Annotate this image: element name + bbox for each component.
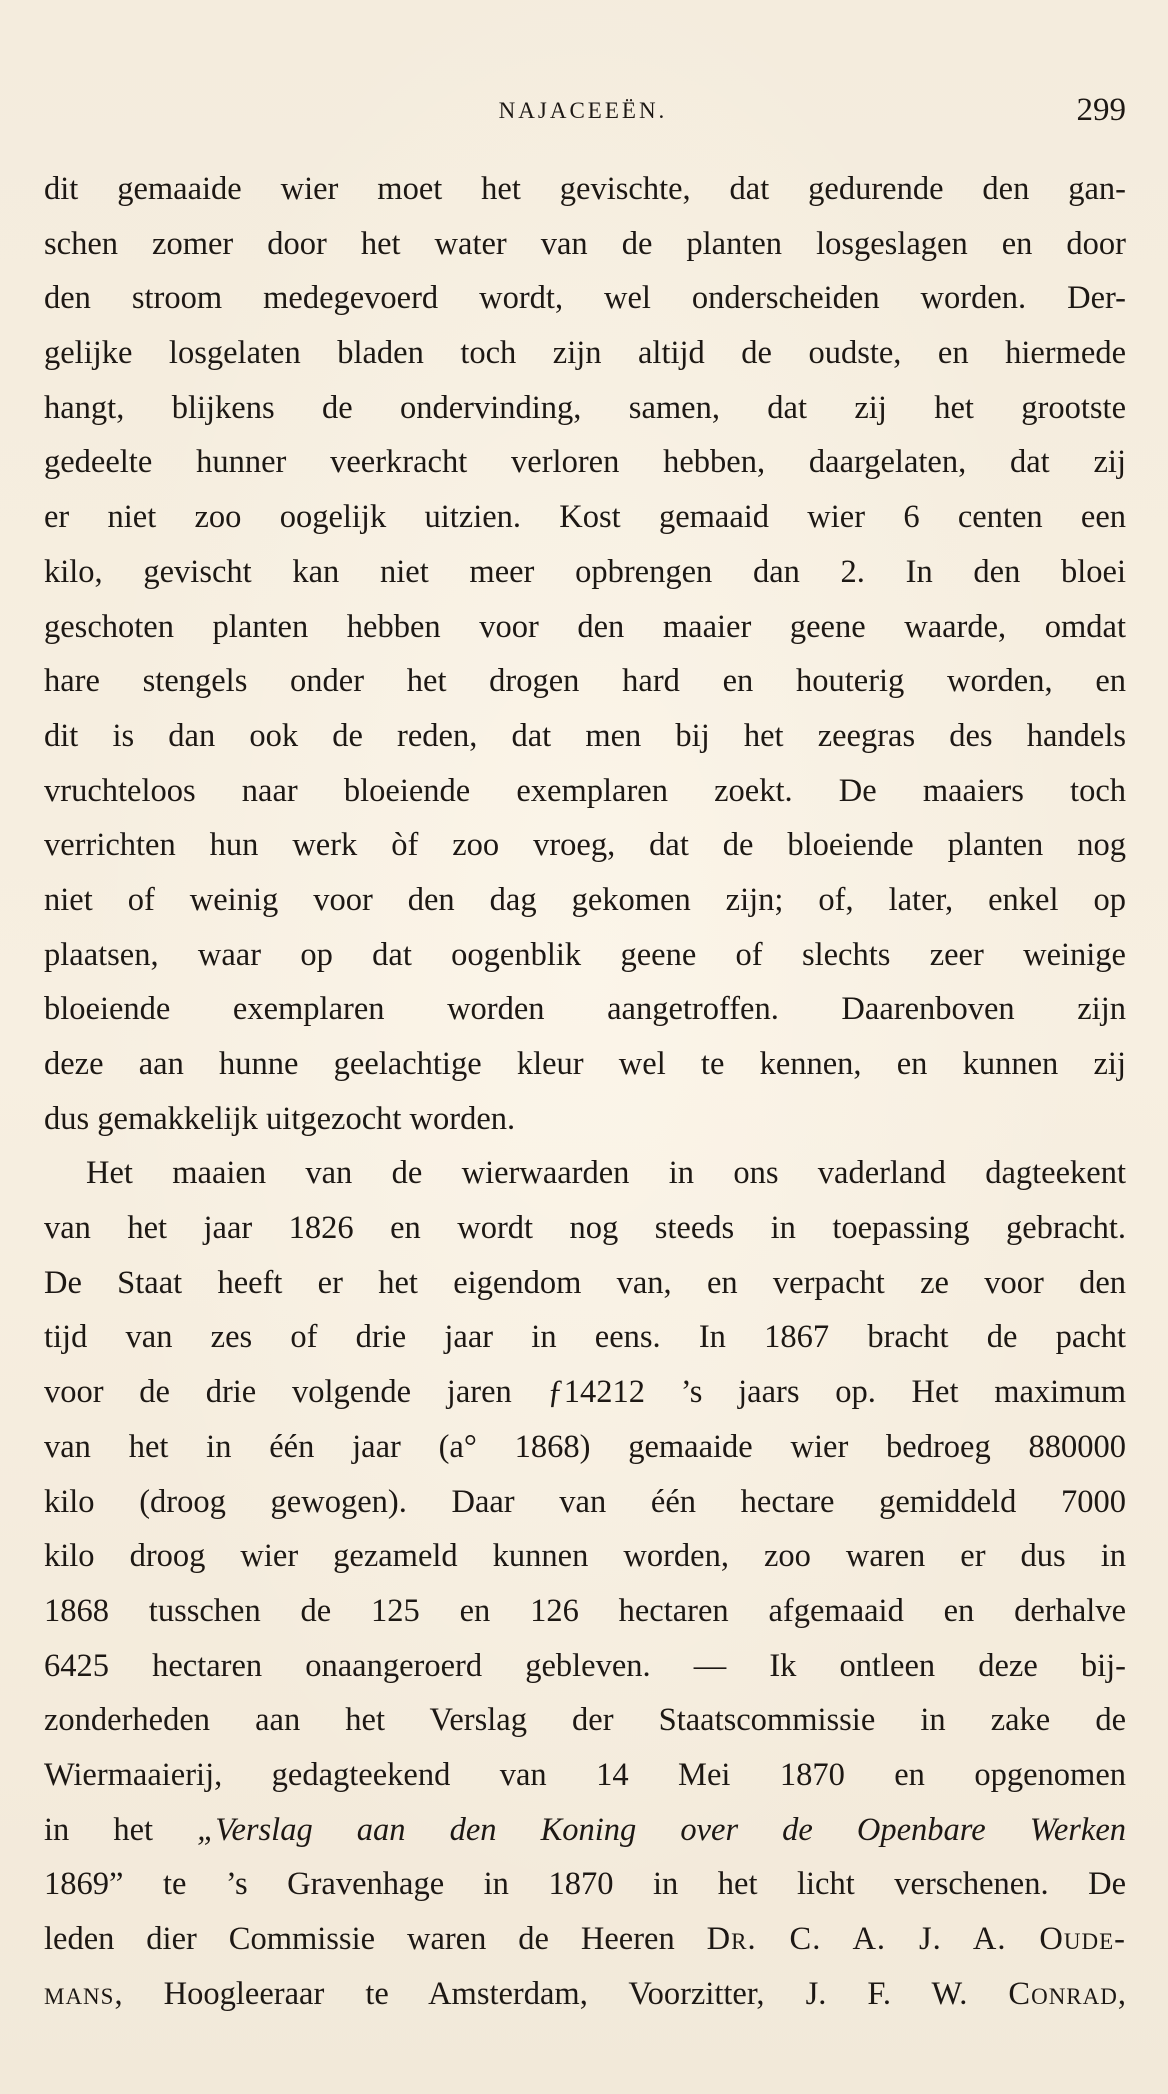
running-head: NAJACEEËN. — [498, 98, 668, 123]
text-line: schen zomer door het water van de planten losgeslagen en door — [44, 225, 1126, 262]
text-line: voor de drie volgende jaren ƒ14212 ’s jaars op. Het maximum — [44, 1374, 1126, 1411]
small-caps-name: mans — [44, 1975, 115, 2012]
text-line: gedeelte hunner veerkracht verloren hebben, daargelaten, dat zij — [44, 444, 1126, 481]
page-header — [40, 92, 1126, 132]
text-line: geschoten planten hebben voor den maaier geene waarde, omdat — [44, 608, 1126, 645]
text-line: dit is dan ook de reden, dat men bij het zeegras des handels — [44, 717, 1126, 754]
text-line — [44, 1967, 1126, 2022]
text-line: gelijke losgelaten bladen toch zijn altijd de oudste, en hiermede — [44, 335, 1126, 372]
body-text — [44, 162, 1126, 2021]
text-line — [44, 1803, 1126, 1858]
text-line: 1868 tusschen de 125 en 126 hectaren afgemaaid en derhalve — [44, 1592, 1126, 1629]
text-line: er niet zoo oogelijk uitzien. Kost gemaaid wier 6 centen een — [44, 499, 1126, 536]
text-line: tijd van zes of drie jaar in eens. In 1867 bracht de pacht — [44, 1319, 1126, 1356]
text-line: hangt, blijkens de ondervinding, samen, dat zij het grootste — [44, 389, 1126, 426]
text-line: kilo (droog gewogen). Daar van één hectare gemiddeld 7000 — [44, 1483, 1126, 1520]
text-line: 1869” te ’s Gravenhage in 1870 in het licht verschenen. De — [44, 1866, 1126, 1903]
text-line: van het jaar 1826 en wordt nog steeds in toepassing gebracht. — [44, 1210, 1126, 1247]
text-run: , — [1117, 1975, 1126, 2012]
text-run: in het — [44, 1811, 198, 1848]
text-line: deze aan hunne geelachtige kleur wel te kennen, en kunnen zij — [44, 1046, 1126, 1082]
text-line: plaatsen, waar op dat oogenblik geene of slechts zeer weinige — [44, 936, 1126, 973]
text-run: , Hoogleeraar te Amsterdam, Voorzitter, J. F. W. — [114, 1975, 1009, 2012]
text-line: van het in één jaar (a° 1868) gemaaide wier bedroeg 880000 — [44, 1428, 1126, 1465]
text-line: verrichten hun werk òf zoo vroeg, dat de bloeiende planten nog — [44, 827, 1126, 864]
text-line: Wiermaaierij, gedagteekend van 14 Mei 1870 en opgenomen — [44, 1756, 1126, 1793]
text-line: kilo, gevischt kan niet meer opbrengen dan 2. In den bloei — [44, 553, 1126, 590]
italic-title: „Verslag aan den Koning over de Openbare Werken — [197, 1811, 1127, 1848]
text-line: niet of weinig voor den dag gekomen zijn; of, later, enkel op — [44, 881, 1126, 918]
small-caps-name: Dr. C. A. J. A. Oude- — [706, 1921, 1126, 1957]
paragraph-end-line: dus gemakkelijk uitgezocht worden. — [44, 1100, 516, 1137]
page-number: 299 — [1076, 92, 1126, 128]
text-line: bloeiende exemplaren worden aangetroffen. Daarenboven zijn — [44, 991, 1126, 1028]
paragraph-start-line: Het maaien van de wierwaarden in ons vaderland dagteekent — [86, 1155, 1126, 1192]
text-line: 6425 hectaren onaangeroerd gebleven. — Ik ontleen deze bij- — [44, 1647, 1126, 1684]
text-line: De Staat heeft er het eigendom van, en verpacht ze voor den — [44, 1264, 1126, 1301]
text-line: kilo droog wier gezameld kunnen worden, zoo waren er dus in — [44, 1538, 1126, 1575]
small-caps-name: Conrad — [1008, 1975, 1118, 2012]
text-run: leden dier Commissie waren de Heeren — [44, 1921, 707, 1957]
text-line — [44, 1912, 1126, 1967]
text-line: hare stengels onder het drogen hard en houterig worden, en — [44, 663, 1126, 700]
text-line: dit gemaaide wier moet het gevischte, dat gedurende den gan- — [44, 171, 1126, 207]
text-line: zonderheden aan het Verslag der Staatscommissie in zake de — [44, 1702, 1126, 1739]
text-line: vruchteloos naar bloeiende exemplaren zoekt. De maaiers toch — [44, 772, 1126, 809]
text-line: den stroom medegevoerd wordt, wel onderscheiden worden. Der- — [44, 280, 1126, 317]
